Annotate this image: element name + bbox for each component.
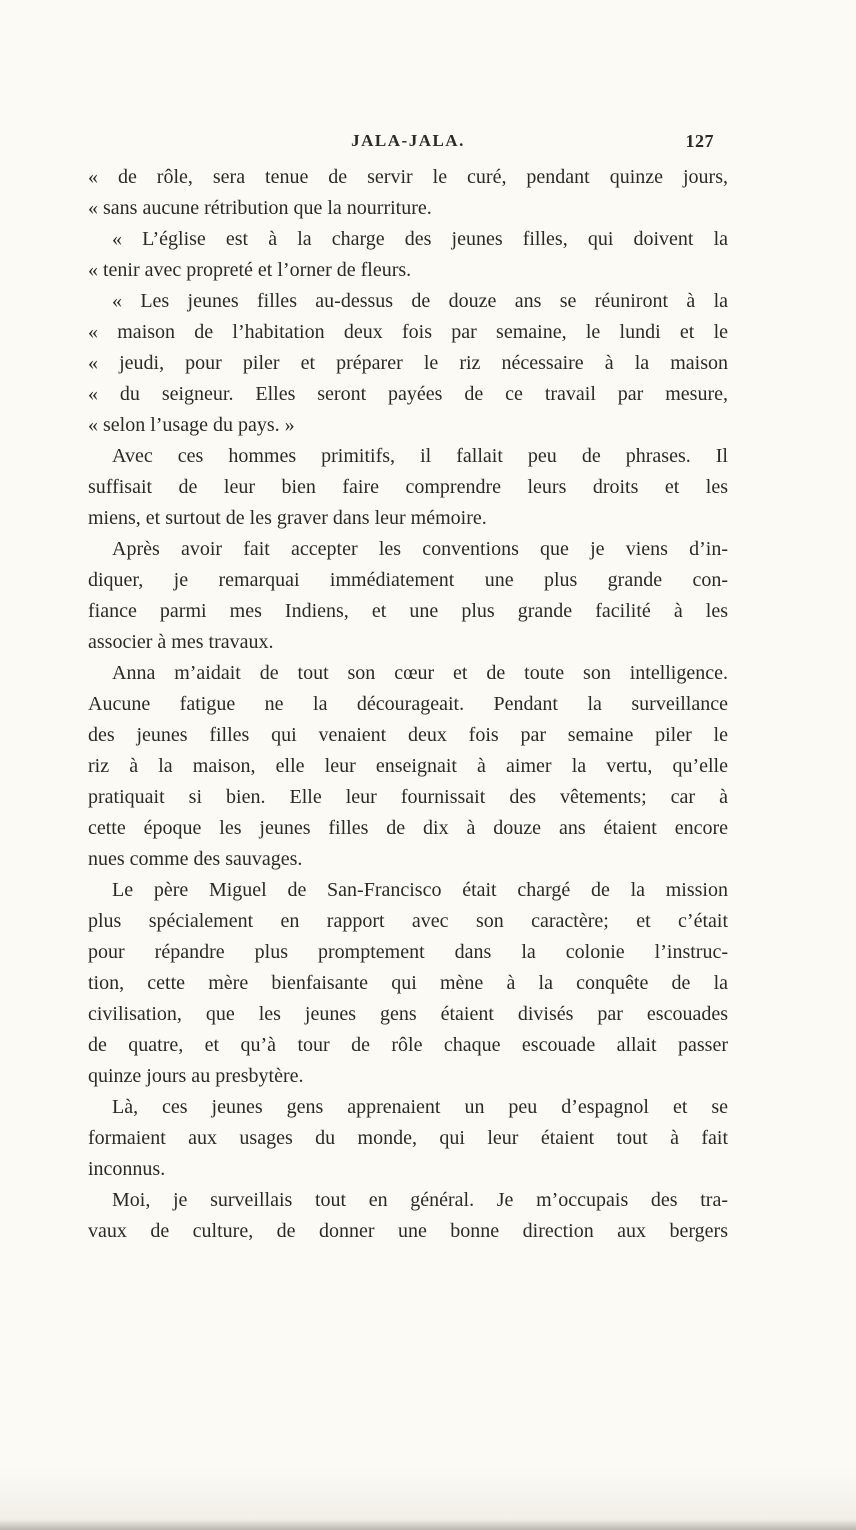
text-line: pour répandre plus promptement dans la colonie l’instruc-: [88, 941, 728, 963]
text-line: pratiquait si bien. Elle leur fournissait des vêtements; car à: [88, 786, 728, 808]
text-line: tion, cette mère bienfaisante qui mène à la conquête de la: [88, 972, 728, 994]
text-line: Moi, je surveillais tout en général. Je m’occupais des tra-: [112, 1189, 728, 1211]
text-line: Aucune fatigue ne la décourageait. Pendant la surveillance: [88, 693, 728, 715]
text-line: « selon l’usage du pays. »: [88, 414, 295, 436]
text-line: inconnus.: [88, 1158, 166, 1180]
running-title: JALA-JALA.: [351, 131, 465, 150]
paragraph: [88, 224, 728, 286]
text-line: des jeunes filles qui venaient deux fois par semaine piler le: [88, 724, 728, 746]
text-line: civilisation, que les jeunes gens étaient divisés par escouades: [88, 1003, 728, 1025]
text-line: diquer, je remarquai immédiatement une plus grande con-: [88, 569, 728, 591]
text-line: de quatre, et qu’à tour de rôle chaque escouade allait passer: [88, 1034, 728, 1056]
paragraph: [88, 441, 728, 534]
text-line: formaient aux usages du monde, qui leur étaient tout à fait: [88, 1127, 728, 1149]
paragraph: [88, 286, 728, 441]
text-line: « jeudi, pour piler et préparer le riz nécessaire à la maison: [88, 352, 728, 374]
text-line: plus spécialement en rapport avec son caractère; et c’était: [88, 910, 728, 932]
text-line: « de rôle, sera tenue de servir le curé, pendant quinze jours,: [88, 166, 728, 188]
text-line: « L’église est à la charge des jeunes filles, qui doivent la: [112, 228, 728, 250]
text-line: quinze jours au presbytère.: [88, 1065, 304, 1087]
text-line: Anna m’aidait de tout son cœur et de toute son intelligence.: [112, 662, 728, 684]
text-line: Après avoir fait accepter les conventions que je viens d’in-: [112, 538, 728, 560]
paragraph: [88, 162, 728, 224]
text-line: « sans aucune rétribution que la nourriture.: [88, 197, 432, 219]
page-body-text: [88, 162, 728, 1247]
paragraph: [88, 1092, 728, 1185]
page-number: 127: [685, 131, 714, 151]
text-line: « du seigneur. Elles seront payées de ce travail par mesure,: [88, 383, 728, 405]
running-head: [88, 131, 728, 155]
text-line: Avec ces hommes primitifs, il fallait peu de phrases. Il: [112, 445, 728, 467]
paragraph: [88, 1185, 728, 1247]
text-line: cette époque les jeunes filles de dix à douze ans étaient encore: [88, 817, 728, 839]
text-line: associer à mes travaux.: [88, 631, 274, 653]
text-line: « Les jeunes filles au-dessus de douze ans se réuniront à la: [112, 290, 728, 312]
text-line: miens, et surtout de les graver dans leur mémoire.: [88, 507, 487, 529]
paragraph: [88, 875, 728, 1092]
paragraph: [88, 534, 728, 658]
text-line: fiance parmi mes Indiens, et une plus grande facilité à les: [88, 600, 728, 622]
text-line: riz à la maison, elle leur enseignait à aimer la vertu, qu’elle: [88, 755, 728, 777]
text-line: vaux de culture, de donner une bonne direction aux bergers: [88, 1220, 728, 1242]
text-line: « tenir avec propreté et l’orner de fleurs.: [88, 259, 412, 281]
text-line: nues comme des sauvages.: [88, 848, 303, 870]
paragraph: [88, 658, 728, 875]
text-line: Là, ces jeunes gens apprenaient un peu d’espagnol et se: [112, 1096, 728, 1118]
text-line: Le père Miguel de San-Francisco était chargé de la mission: [112, 879, 728, 901]
text-line: « maison de l’habitation deux fois par semaine, le lundi et le: [88, 321, 728, 343]
text-line: suffisait de leur bien faire comprendre leurs droits et les: [88, 476, 728, 498]
